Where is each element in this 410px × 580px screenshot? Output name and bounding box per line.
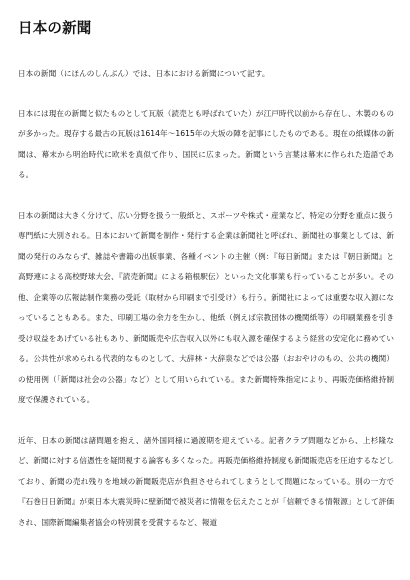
article-paragraph-recent: 近年、日本の新聞は諸問題を抱え、諸外国同様に過渡期を迎えている。記者クラブ問題などから、上杉隆など、新聞に対する信憑性を疑問視する論客も多くなった。再販売価格維持制度も新聞販売店を圧迫するなどしており、新聞の売れ残りを地域の新聞販売店が負担させられてしまうとして問題になっている。別の一方で『石巻日日新聞』が東日本大震災時に壁新聞で被災者に情報を伝えたことが「信頼できる情報源」として評価され、国際新聞編集者協会の特別賞を受賞するなど、報道 [18,435,394,527]
article-paragraph-types: 日本の新聞は大きく分けて、広い分野を扱う一般紙と、スポーツや株式・産業など、特定の分野を重点に扱う専門紙に大別される。日本において新聞を制作・発行する企業は新聞社と呼ばれ、新聞社の事業としては、新聞の発行のみならず、雑誌や書籍の出版事業、各種イベントの主催（例：『毎日新聞』または『朝日新聞』と高野連による高校野球大会、『読売新聞』による箱根駅伝）といった文化事業も行っていることが多い。その他、企業等の広報誌制作業務の受託（取材から印刷まで引受け）も行う。新聞社によっては重要な収入源になっていることもある。また、印刷工場の余力を生かし、他紙（例えば宗教団体の機関紙等）の印刷業務を引き受け収益をあげている社もあり、新聞販売や広告収入以外にも収入源を確保するよう経営の安定化に務めている。公共性が求められる代表的なものとして、大辞林・大辞泉などでは公器（おおやけのもの、公共の機関）の使用例（「新聞は社会の公器」など）として用いられている。また新聞特殊指定により、再販売価格維持制度で保護されている。 [18,210,394,404]
article-paragraph-intro: 日本の新聞（にほんのしんぶん）では、日本における新聞について記す。 [18,69,270,78]
article-paragraph-history: 日本には現在の新聞と似たものとして瓦版（読売とも呼ばれていた）が江戸時代以前から存在し、木製のものが多かった。現存する最古の瓦版は1614年〜1615年の大坂の陣を記事にしたものである。現在の紙媒体の新聞は、幕末から明治時代に欧米を真似て作り、国民に広まった。新聞という言葉は幕末に作られた造語である。 [18,108,394,179]
article-title: 日本の新聞 [18,21,92,37]
